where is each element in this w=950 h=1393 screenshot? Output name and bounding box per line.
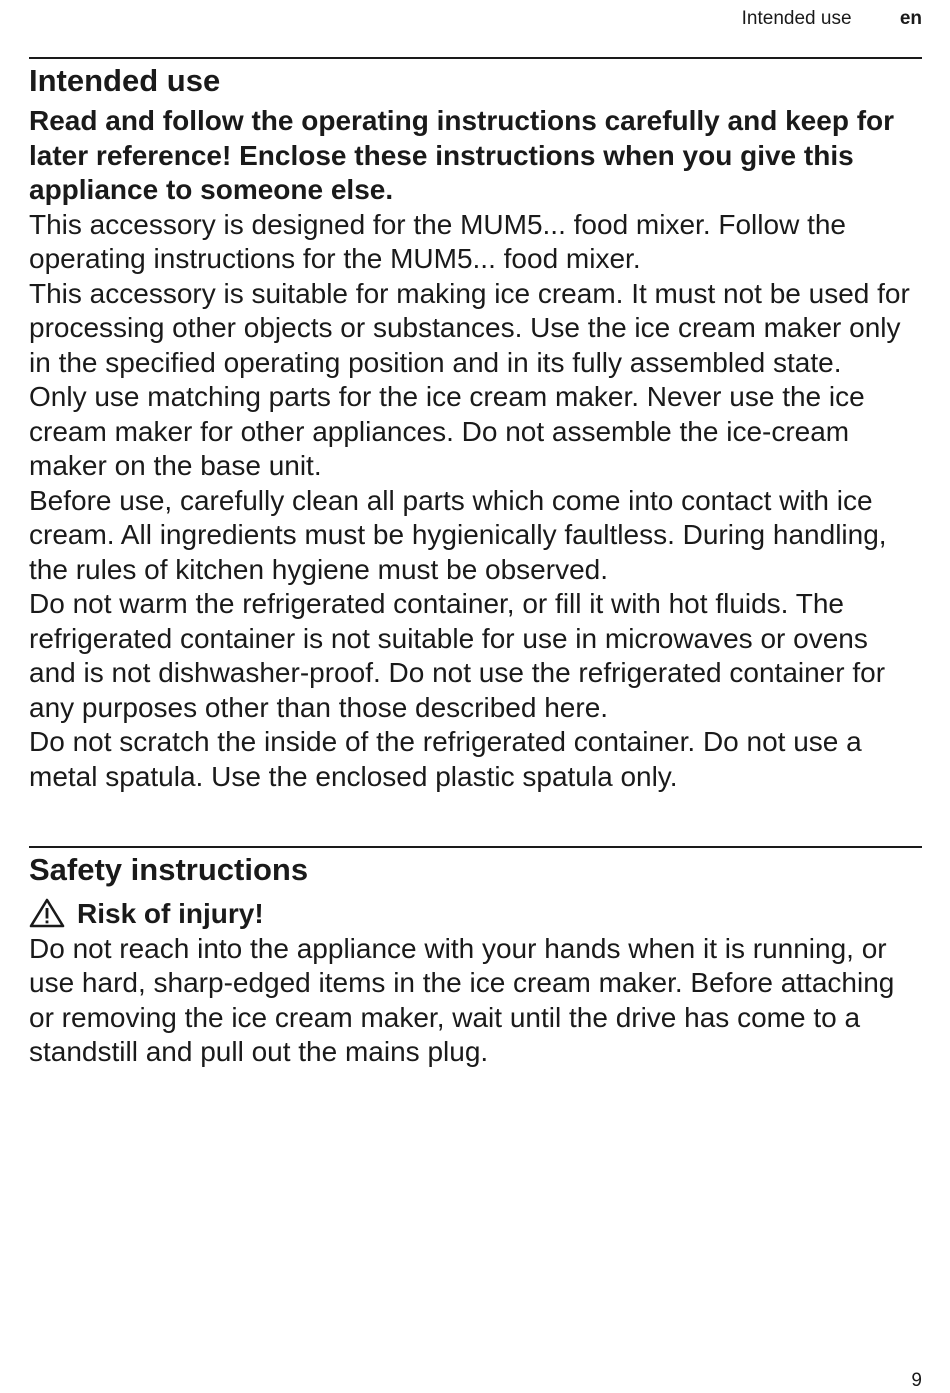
intended-use-lead: Read and follow the operating instructions carefully and keep for later reference! Enclose these instructions when you give this appliance to someone else.: [29, 105, 895, 205]
intended-use-paragraph: Do not warm the refrigerated container, or fill it with hot fluids. The refrigerated container is not suitable for use in microwaves or ovens and is not dishwasher-proof. Do not use the refrigerated container for any purposes other than those described here.: [29, 588, 886, 723]
top-divider: [29, 57, 922, 59]
intended-use-paragraph: This accessory is suitable for making ice cream. It must not be used for processing other objects or substances. Use the ice cream maker only in the specified operating position and in its fully assembled state.: [29, 277, 910, 378]
warning-text: Do not reach into the appliance with your hands when it is running, or use hard, sharp-edged items in the ice cream maker. Before attaching or removing the ice cream maker, wait until the drive has come to a standstill and pull out the mains plug.: [29, 932, 895, 1067]
safety-section: [29, 851, 922, 1070]
intended-use-paragraph: Only use matching parts for the ice cream maker. Never use the ice cream maker for other appliances. Do not assemble the ice-cream maker on the base unit.: [29, 381, 865, 481]
header-language: en: [899, 8, 922, 29]
intended-use-paragraph: Do not scratch the inside of the refrigerated container. Do not use a metal spatula. Use the enclosed plastic spatula only.: [29, 726, 862, 792]
section-divider: [29, 846, 922, 848]
intended-use-paragraph: This accessory is designed for the MUM5... food mixer. Follow the operating instructions for the MUM5... food mixer.: [29, 208, 846, 274]
safety-heading: Safety instructions: [29, 852, 309, 887]
warning-title-row: [29, 897, 922, 932]
page-number: 9: [911, 1370, 922, 1391]
header-section-name: Intended use: [741, 8, 852, 29]
intended-use-section: [29, 62, 922, 794]
intended-use-heading: Intended use: [29, 63, 221, 98]
running-header: [742, 7, 922, 31]
warning-triangle-icon: [29, 898, 65, 928]
intended-use-paragraph: Before use, carefully clean all parts which come into contact with ice cream. All ingredients must be hygienically faultless. During handling, the rules of kitchen hygiene must be observed.: [29, 484, 887, 585]
warning-title: Risk of injury!: [77, 898, 264, 929]
